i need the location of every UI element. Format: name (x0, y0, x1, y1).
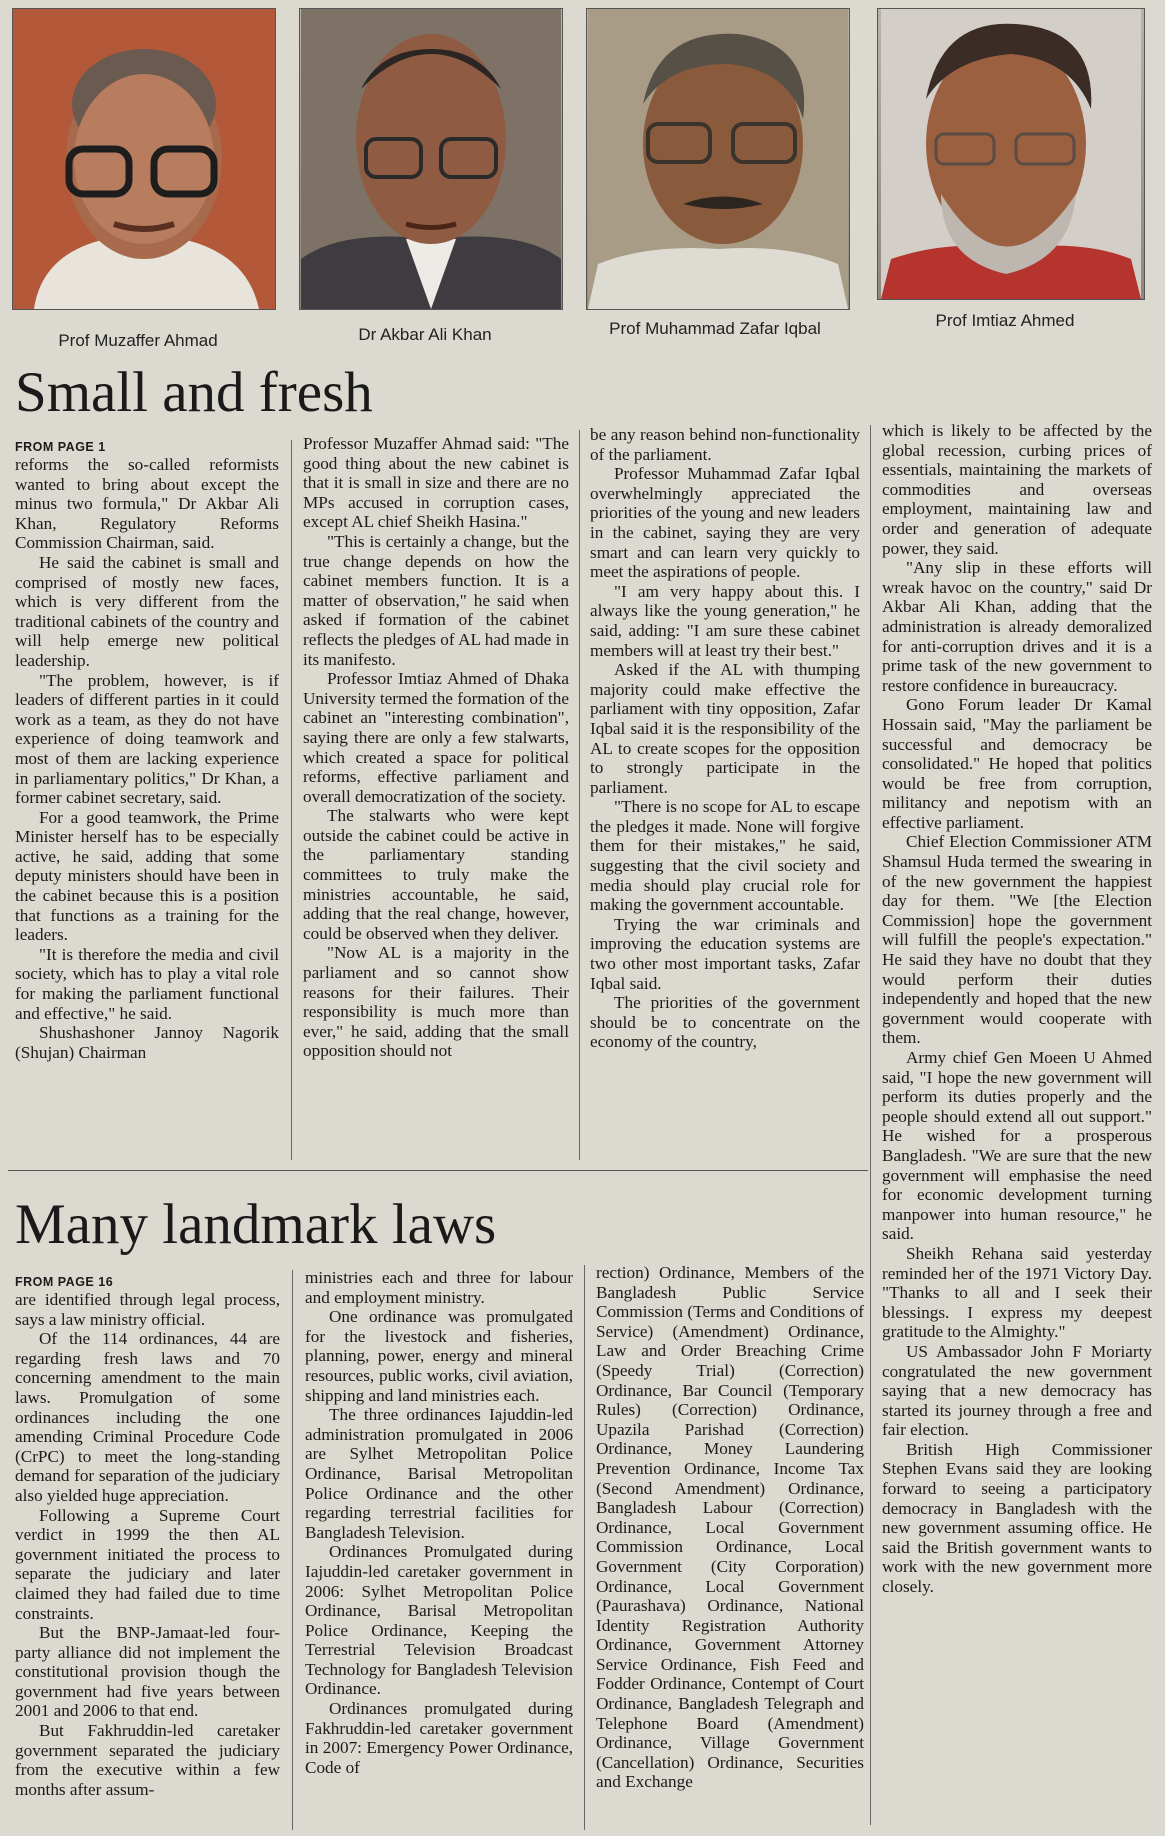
paragraph: which is likely to be affected by the global recession, curbing prices of essentials, maintaining the markets of commodities and overseas employment, maintaining law and order and generation of adequate power, they said. (882, 421, 1152, 558)
paragraph: The stalwarts who were kept outside the cabinet could be active in the parliamentary standing committees to truly make the ministries accountable, he said, adding that the real change, however, could be observed when they deliver. (303, 806, 569, 943)
photo-caption: Prof Muhammad Zafar Iqbal (609, 319, 821, 338)
portrait-image (878, 9, 1144, 299)
paragraph: Army chief Gen Moeen U Ahmed said, "I hope the new government will perform its duties properly and the people should extend all out support." He wished for a prosperous Bangladesh. "We are sure that the new government will emphasise the need for economic development turning manpower into human resource," he said. (882, 1048, 1152, 1244)
column-rule (584, 1265, 585, 1830)
story2-column-1 (15, 1275, 280, 1833)
story2-column-3 (596, 1263, 864, 1833)
story1-column-4 (882, 421, 1152, 1831)
paragraph: ministries each and three for labour and employment ministry. (305, 1268, 573, 1307)
from-page-kicker: FROM PAGE 16 (15, 1275, 114, 1289)
photo-muzaffer-ahmad (12, 8, 276, 310)
paragraph: are identified through legal process, says a law ministry official. (15, 1290, 280, 1329)
column-rule (291, 440, 292, 1160)
paragraph: He said the cabinet is small and comprised of mostly new faces, which is very different from the traditional cabinets of the country and will help emerge new political leadership. (15, 552, 279, 670)
headline-many-landmark-laws: Many landmark laws (15, 1193, 497, 1256)
column-rule (870, 425, 871, 1825)
paragraph: "I am very happy about this. I always like the young generation," he said, adding: "I am sure these cabinet members will at least try their best." (590, 581, 860, 660)
portrait-image (13, 9, 275, 309)
paragraph: Professor Muhammad Zafar Iqbal overwhelmingly appreciated the priorities of the young and new leaders in the cabinet, saying they are very smart and can learn very quickly to meet the aspirations of people. (590, 464, 860, 582)
photo-imtiaz-ahmed (877, 8, 1145, 300)
paragraph: "It is therefore the media and civil society, which has to play a vital role for making the parliament functional and effective," he said. (15, 944, 279, 1023)
paragraph: Sheikh Rehana said yesterday reminded her of the 1971 Victory Day. "Thanks to all and I seek their blessings. I express my deepest gratitude to the Almighty." (882, 1243, 1152, 1342)
photo-caption: Dr Akbar Ali Khan (358, 325, 492, 344)
paragraph: But the BNP-Jamaat-led four-party alliance did not implement the constitutional provision though the government had five years between 2001 and 2006 to that end. (15, 1623, 280, 1721)
photo-zafar-iqbal (586, 8, 850, 310)
paragraph: One ordinance was promulgated for the livestock and fisheries, planning, power, energy and mineral resources, public works, civil aviation, shipping and land ministries each. (305, 1307, 573, 1405)
section-divider (8, 1170, 868, 1171)
paragraph: But Fakhruddin-led caretaker government separated the judiciary from the executive within a few months after assum- (15, 1721, 280, 1799)
photo-akbar-ali-khan (299, 8, 563, 310)
paragraph: Professor Muzaffer Ahmad said: "The good thing about the new cabinet is that it is small in size and there are no MPs accused in corruption cases, except AL chief Sheikh Hasina." (303, 434, 569, 532)
paragraph: Asked if the AL with thumping majority could make effective the parliament with tiny opposition, Zafar Iqbal said it is the responsibility of the AL to create scopes for the opposition to strongly participate in the parliament. (590, 660, 860, 797)
paragraph: The three ordinances Iajuddin-led administration promulgated in 2006 are Sylhet Metropolitan Police Ordinance, Barisal Metropolitan Police Ordinance and the other regarding terrestrial facilities for Bangladesh Television. (305, 1405, 573, 1542)
paragraph: Gono Forum leader Dr Kamal Hossain said, "May the parliament be successful and democracy be consolidated." He hoped that politics would be free from corruption, militancy and nepotism with an effective parliament. (882, 695, 1152, 832)
paragraph: "This is certainly a change, but the true change depends on how the cabinet members function. It is a matter of observation," he said when asked if formation of the cabinet reflects the pledges of AL had made in its manifesto. (303, 531, 569, 669)
portrait-image (300, 9, 562, 309)
paragraph: US Ambassador John F Moriarty congratulated the new government saying that a new democracy has started its journey through a free and fair election. (882, 1341, 1152, 1440)
story1-column-2 (303, 434, 569, 1164)
paragraph: Following a Supreme Court verdict in 1999 the then AL government initiated the process to separate the judiciary and later claimed they had failed due to time constraints. (15, 1505, 280, 1623)
paragraph: Ordinances Promulgated during Iajuddin-led caretaker government in 2006: Sylhet Metropolitan Police Ordinance, Barisal Metropolitan Police Ordinance, Keeping the Terrestrial Television Broadcast Technology for Bangladesh Television Ordinance. (305, 1542, 573, 1699)
story1-column-1 (15, 440, 279, 1165)
paragraph: rection) Ordinance, Members of the Bangladesh Public Service Commission (Terms and Conditions of Service) (Amendment) Ordinance, Law and Order Breaching Crime (Speedy Trial) (Correction) Ordinance, Bar Council (Temporary Rules) (Correction) Ordinance, Upazila Parishad (Correction) Ordinance, Money Laundering Prevention Ordinance, Income Tax (Second Amendment) Ordinance, Bangladesh Labour (Correction) Ordinance, Local Government Commission Ordinance, Local Government (City Corporation) Ordinance, Local Government (Paurashava) Ordinance, National Identity Registration Authority Ordinance, Government Attorney Service Ordinance, Fish Feed and Fodder Ordinance, Contempt of Court Ordinance, Bangladesh Telegraph and Telephone Board (Amendment) Ordinance, Village Government (Cancellation) Ordinance, Securities and Exchange (596, 1263, 864, 1792)
headline-small-and-fresh: Small and fresh (15, 361, 373, 424)
from-page-kicker: FROM PAGE 1 (15, 440, 106, 454)
photo-caption: Prof Imtiaz Ahmed (935, 311, 1075, 330)
column-rule (292, 1270, 293, 1830)
paragraph: Trying the war criminals and improving the education systems are two other most important tasks, Zafar Iqbal said. (590, 914, 860, 993)
paragraph: The priorities of the government should be to concentrate on the economy of the country, (590, 993, 860, 1052)
paragraph: Professor Imtiaz Ahmed of Dhaka University termed the formation of the cabinet an "interesting combination", saying there are only a few stalwarts, which created a space for political reforms, effective parliament and overall democratization of the society. (303, 669, 569, 806)
story1-column-3 (590, 425, 860, 1160)
portrait-image (587, 9, 849, 309)
paragraph: "There is no scope for AL to escape the pledges it made. None will forgive them for their mistakes," he said, suggesting that the civil society and media should play crucial role for making the government accountable. (590, 797, 860, 915)
paragraph: "Now AL is a majority in the parliament and so cannot show reasons for their failures. Their responsibility is much more than ever," he said, adding that the small opposition should not (303, 943, 569, 1061)
paragraph: "Any slip in these efforts will wreak havoc on the country," said Dr Akbar Ali Khan, adding that the administration is already demoralized for anti-corruption drives and it is a prime task of the new government to restore confidence in bureaucracy. (882, 558, 1152, 695)
paragraph: Of the 114 ordinances, 44 are regarding fresh laws and 70 concerning amendment to the main laws. Promulgation of some ordinances including the one amending Criminal Procedure Code (CrPC) to meet the long-standing demand for separation of the judiciary also yielded huge appreciation. (15, 1329, 280, 1505)
paragraph: reforms the so-called reformists wanted to bring about except the minus two formula," Dr Akbar Ali Khan, Regulatory Reforms Commission Chairman, said. (15, 455, 279, 553)
column-rule (579, 430, 580, 1160)
paragraph: Chief Election Commissioner ATM Shamsul Huda termed the swearing in of the new government the happiest day for them. "We [the Election Commission] hope the government will fulfill the people's expectation." He said they have no doubt that they would perform their duties independently and hoped that the new government would cooperate with them. (882, 832, 1152, 1048)
photo-caption: Prof Muzaffer Ahmad (58, 331, 218, 350)
story2-column-2 (305, 1268, 573, 1833)
paragraph: Shushashoner Jannoy Nagorik (Shujan) Chairman (15, 1023, 279, 1062)
paragraph: Ordinances promulgated during Fakhruddin-led caretaker government in 2007: Emergency Power Ordinance, Code of (305, 1699, 573, 1777)
paragraph: British High Commissioner Stephen Evans said they are looking forward to seeing a participatory democracy in Bangladesh with the new government assuming office. He said the British government wants to work with the new government more closely. (882, 1439, 1152, 1597)
paragraph: "The problem, however, is if leaders of different parties in it could work as a team, as they do not have experience of doing teamwork and most of them are lacking experience in parliamentary politics," Dr Khan, a former cabinet secretary, said. (15, 670, 279, 808)
paragraph: be any reason behind non-functionality of the parliament. (590, 425, 860, 464)
paragraph: For a good teamwork, the Prime Minister herself has to be especially active, he said, adding that some deputy ministers should have been in the cabinet because this is a position that functions as a training for the leaders. (15, 807, 279, 945)
